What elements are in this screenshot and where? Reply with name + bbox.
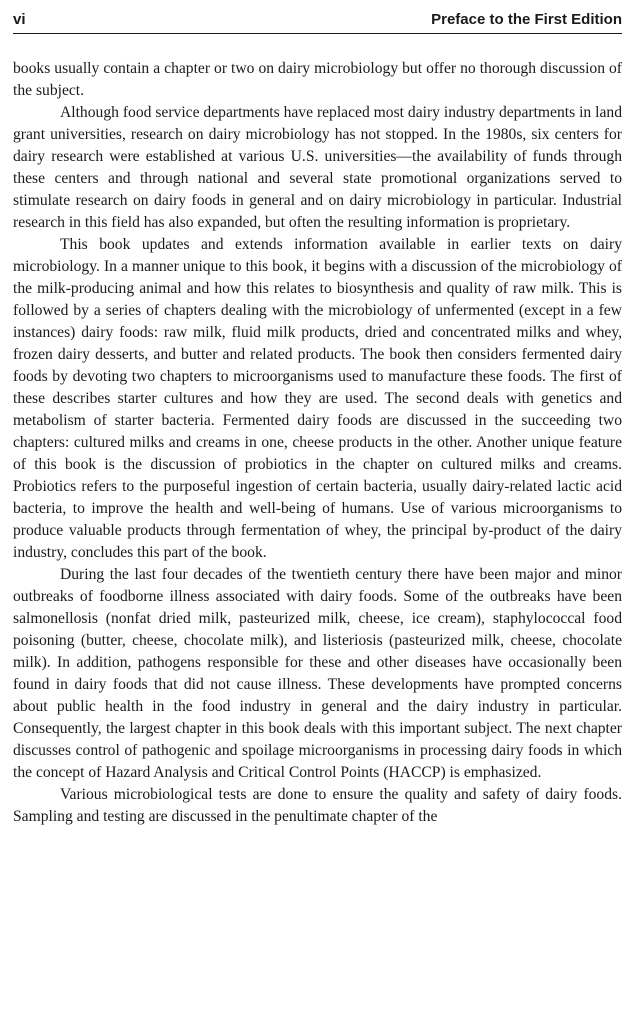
paragraph: Various microbiological tests are done to ensure the quality and safety of dairy foods. Sampling and testing are discussed in the penultimate chapter of the [13, 786, 622, 825]
paragraph-continuation: books usually contain a chapter or two on dairy microbiology but offer no thorough discussion of the subject. [13, 60, 622, 99]
header-rule [13, 33, 622, 34]
running-head [13, 0, 622, 30]
paragraph: Although food service departments have replaced most dairy industry departments in land grant universities, research on dairy microbiology has not stopped. In the 1980s, six centers for dairy research were established at various U.S. universities—the availability of funds through these centers and through national and several state promotional organizations served to stimulate research on dairy foods in general and on dairy microbiology in particular. Industrial research in this field has also expanded, but often the resulting information is proprietary. [13, 104, 622, 231]
running-head-title: Preface to the First Edition [431, 11, 622, 28]
paragraph: During the last four decades of the twentieth century there have been major and minor outbreaks of foodborne illness associated with dairy foods. Some of the outbreaks have been salmonellosis (nonfat dried milk, pasteurized milk, cheese, ice cream), staphylococcal food poisoning (butter, cheese, chocolate milk), and listeriosis (pasteurized milk, cheese, chocolate milk). In addition, pathogens responsible for these and other diseases have occasionally been found in dairy foods that did not cause illness. These developments have prompted concerns about public health in the food industry in general and the dairy industry in particular. Consequently, the largest chapter in this book deals with this important subject. The next chapter discusses control of pathogenic and spoilage microorganisms in processing dairy foods in which the concept of Hazard Analysis and Critical Control Points (HACCP) is emphasized. [13, 566, 622, 781]
page-number: vi [13, 11, 26, 28]
body-text [13, 58, 622, 828]
paragraph: This book updates and extends information available in earlier texts on dairy microbiology. In a manner unique to this book, it begins with a discussion of the microbiology of the milk-producing animal and how this relates to biosynthesis and quality of raw milk. This is followed by a series of chapters dealing with the microbiology of unfermented (except in a few instances) dairy foods: raw milk, fluid milk products, dried and concentrated milks and whey, frozen dairy desserts, and butter and related products. The book then considers fermented dairy foods by devoting two chapters to microorganisms used to manufacture these foods. The first of these describes starter cultures and how they are used. The second deals with genetics and metabolism of starter bacteria. Fermented dairy foods are discussed in the succeeding two chapters: cultured milks and creams in one, cheese products in the other. Another unique feature of this book is the discussion of probiotics in the chapter on cultured milks and creams. Probiotics refers to the purposeful ingestion of certain bacteria, usually dairy-related lactic acid bacteria, to improve the health and well-being of humans. Use of various microorganisms to produce valuable products through fermentation of whey, the principal by-product of the dairy industry, concludes this part of the book. [13, 236, 622, 561]
document-page [13, 0, 622, 825]
